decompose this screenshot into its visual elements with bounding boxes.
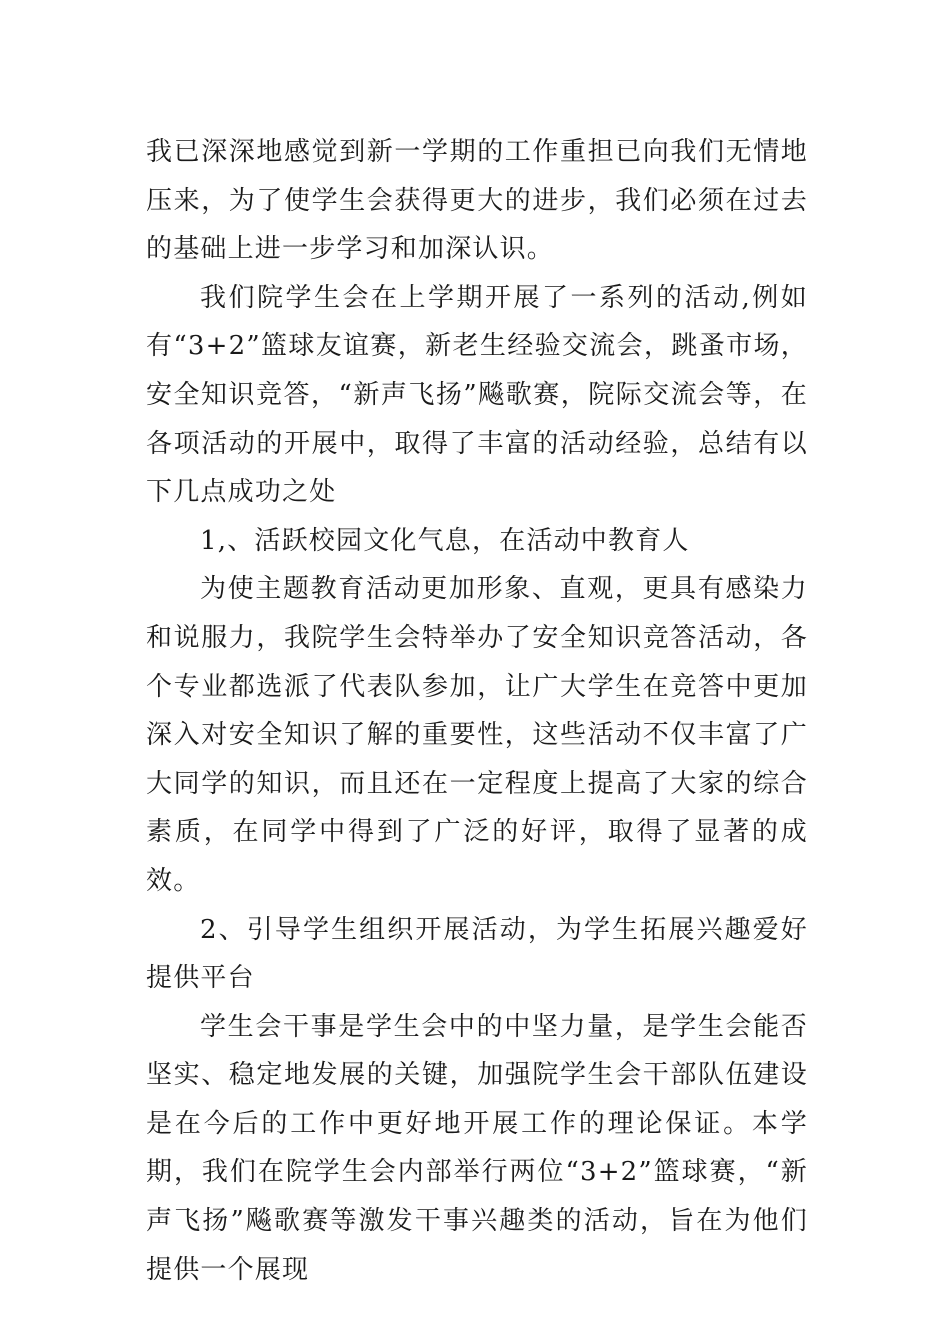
section-heading-1: 1,、活跃校园文化气息，在活动中教育人	[200, 525, 690, 556]
paragraph-2: 我们院学生会在上学期开展了一系列的活动,例如有“3+2”篮球友谊赛，新老生经验交流会，跳蚤市场，安全知识竞答，“新声飞扬”飚歌赛，院际交流会等，在各项活动的开展中，取得了丰富的活动经验，总结有以下几点成功之处	[146, 282, 808, 508]
section-heading-2: 2、引导学生组织开展活动，为学生拓展兴趣爱好提供平台	[146, 914, 808, 994]
paragraph-3: 为使主题教育活动更加形象、直观，更具有感染力和说服力，我院学生会特举办了安全知识竞答活动，各个专业都选派了代表队参加，让广大学生在竞答中更加深入对安全知识了解的重要性，这些活动不仅丰富了广大同学的知识，而且还在一定程度上提高了大家的综合素质，在同学中得到了广泛的好评，取得了显著的成效。	[146, 574, 808, 896]
paragraph-4: 学生会干事是学生会中的中坚力量，是学生会能否坚实、稳定地发展的关键，加强院学生会干部队伍建设是在今后的工作中更好地开展工作的理论保证。本学期，我们在院学生会内部举行两位“3+2”篮球赛，“新声飞扬”飚歌赛等激发干事兴趣类的活动，旨在为他们提供一个展现	[146, 1011, 808, 1285]
paragraph-1: 我已深深地感觉到新一学期的工作重担已向我们无情地压来，为了使学生会获得更大的进步，我们必须在过去的基础上进一步学习和加深认识。	[146, 137, 808, 265]
body-text	[146, 128, 808, 1294]
